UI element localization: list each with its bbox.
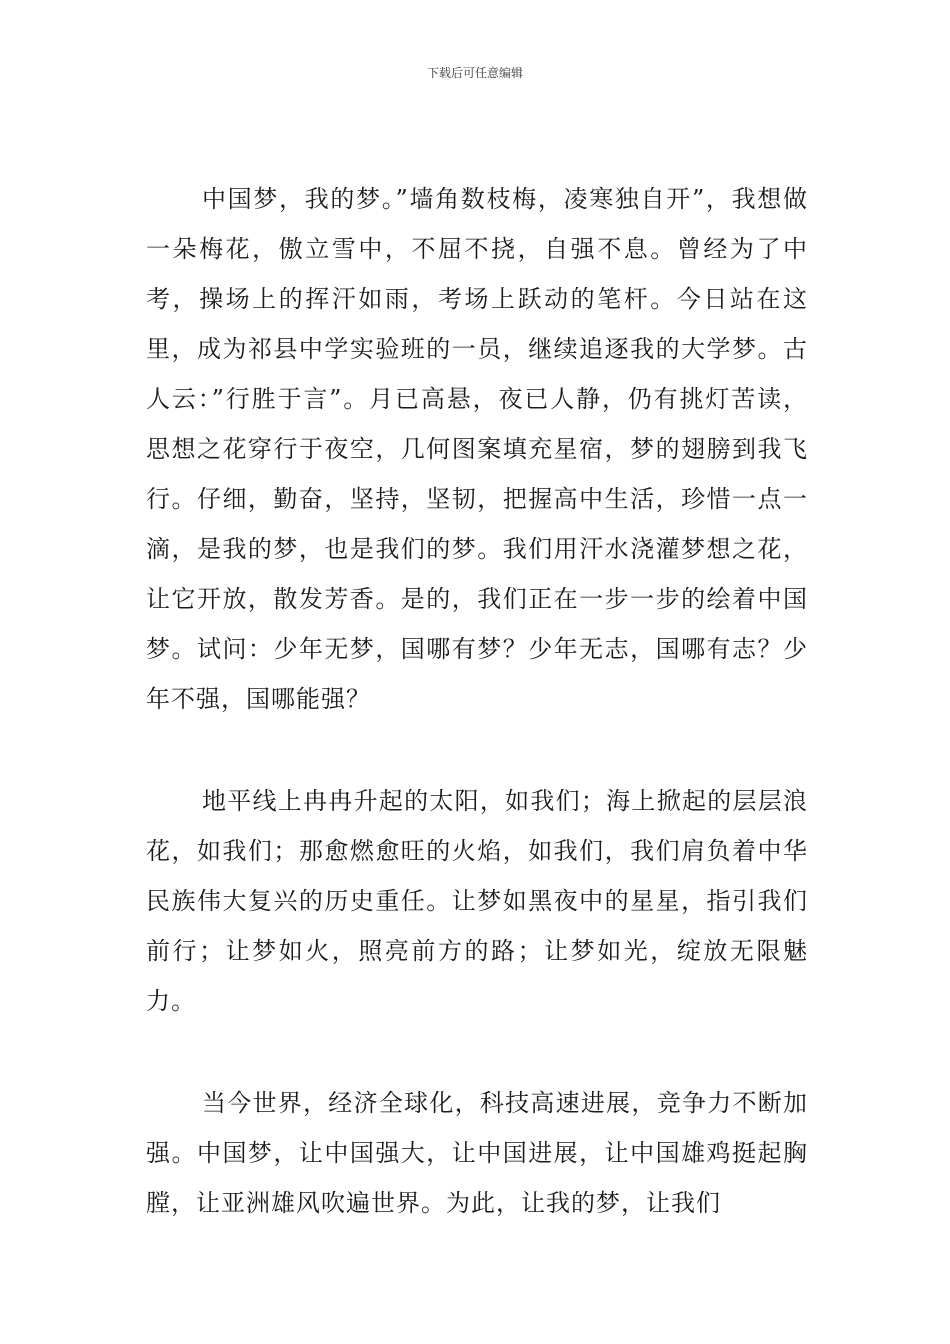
paragraph-2: 地平线上冉冉升起的太阳，如我们；海上掀起的层层浪花，如我们；那愈燃愈旺的火焰，如我们，我们肩负着中华民族伟大复兴的历史重任。让梦如黑夜中的星星，指引我们前行；让梦如火，照亮前方的路；让梦如光，绽放无限魅力。	[146, 787, 808, 1015]
paragraph-1: 中国梦，我的梦。”墙角数枝梅，凌寒独自开”，我想做一朵梅花，傲立雪中，不屈不挠，自强不息。曾经为了中考，操场上的挥汗如雨，考场上跃动的笔杆。今日站在这里，成为祁县中学实验班的一员，继续追逐我的大学梦。古人云：”行胜于言”。月已高悬，夜已人静，仍有挑灯苦读，思想之花穿行于夜空，几何图案填充星宿，梦的翅膀到我飞行。仔细，勤奋，坚持，坚韧，把握高中生活，珍惜一点一滴，是我的梦，也是我们的梦。我们用汗水浇灌梦想之花，让它开放，散发芳香。是的，我们正在一步一步的绘着中国梦。试问：少年无梦，国哪有梦？少年无志，国哪有志？少年不强，国哪能强？	[146, 185, 808, 713]
page-header-note: 下载后可任意编辑	[426, 66, 523, 80]
paragraph-3: 当今世界，经济全球化，科技高速进展，竞争力不断加强。中国梦，让中国强大，让中国进展，让中国雄鸡挺起胸膛，让亚洲雄风吹遍世界。为此，让我的梦，让我们	[146, 1089, 808, 1217]
document-body	[146, 174, 808, 1228]
